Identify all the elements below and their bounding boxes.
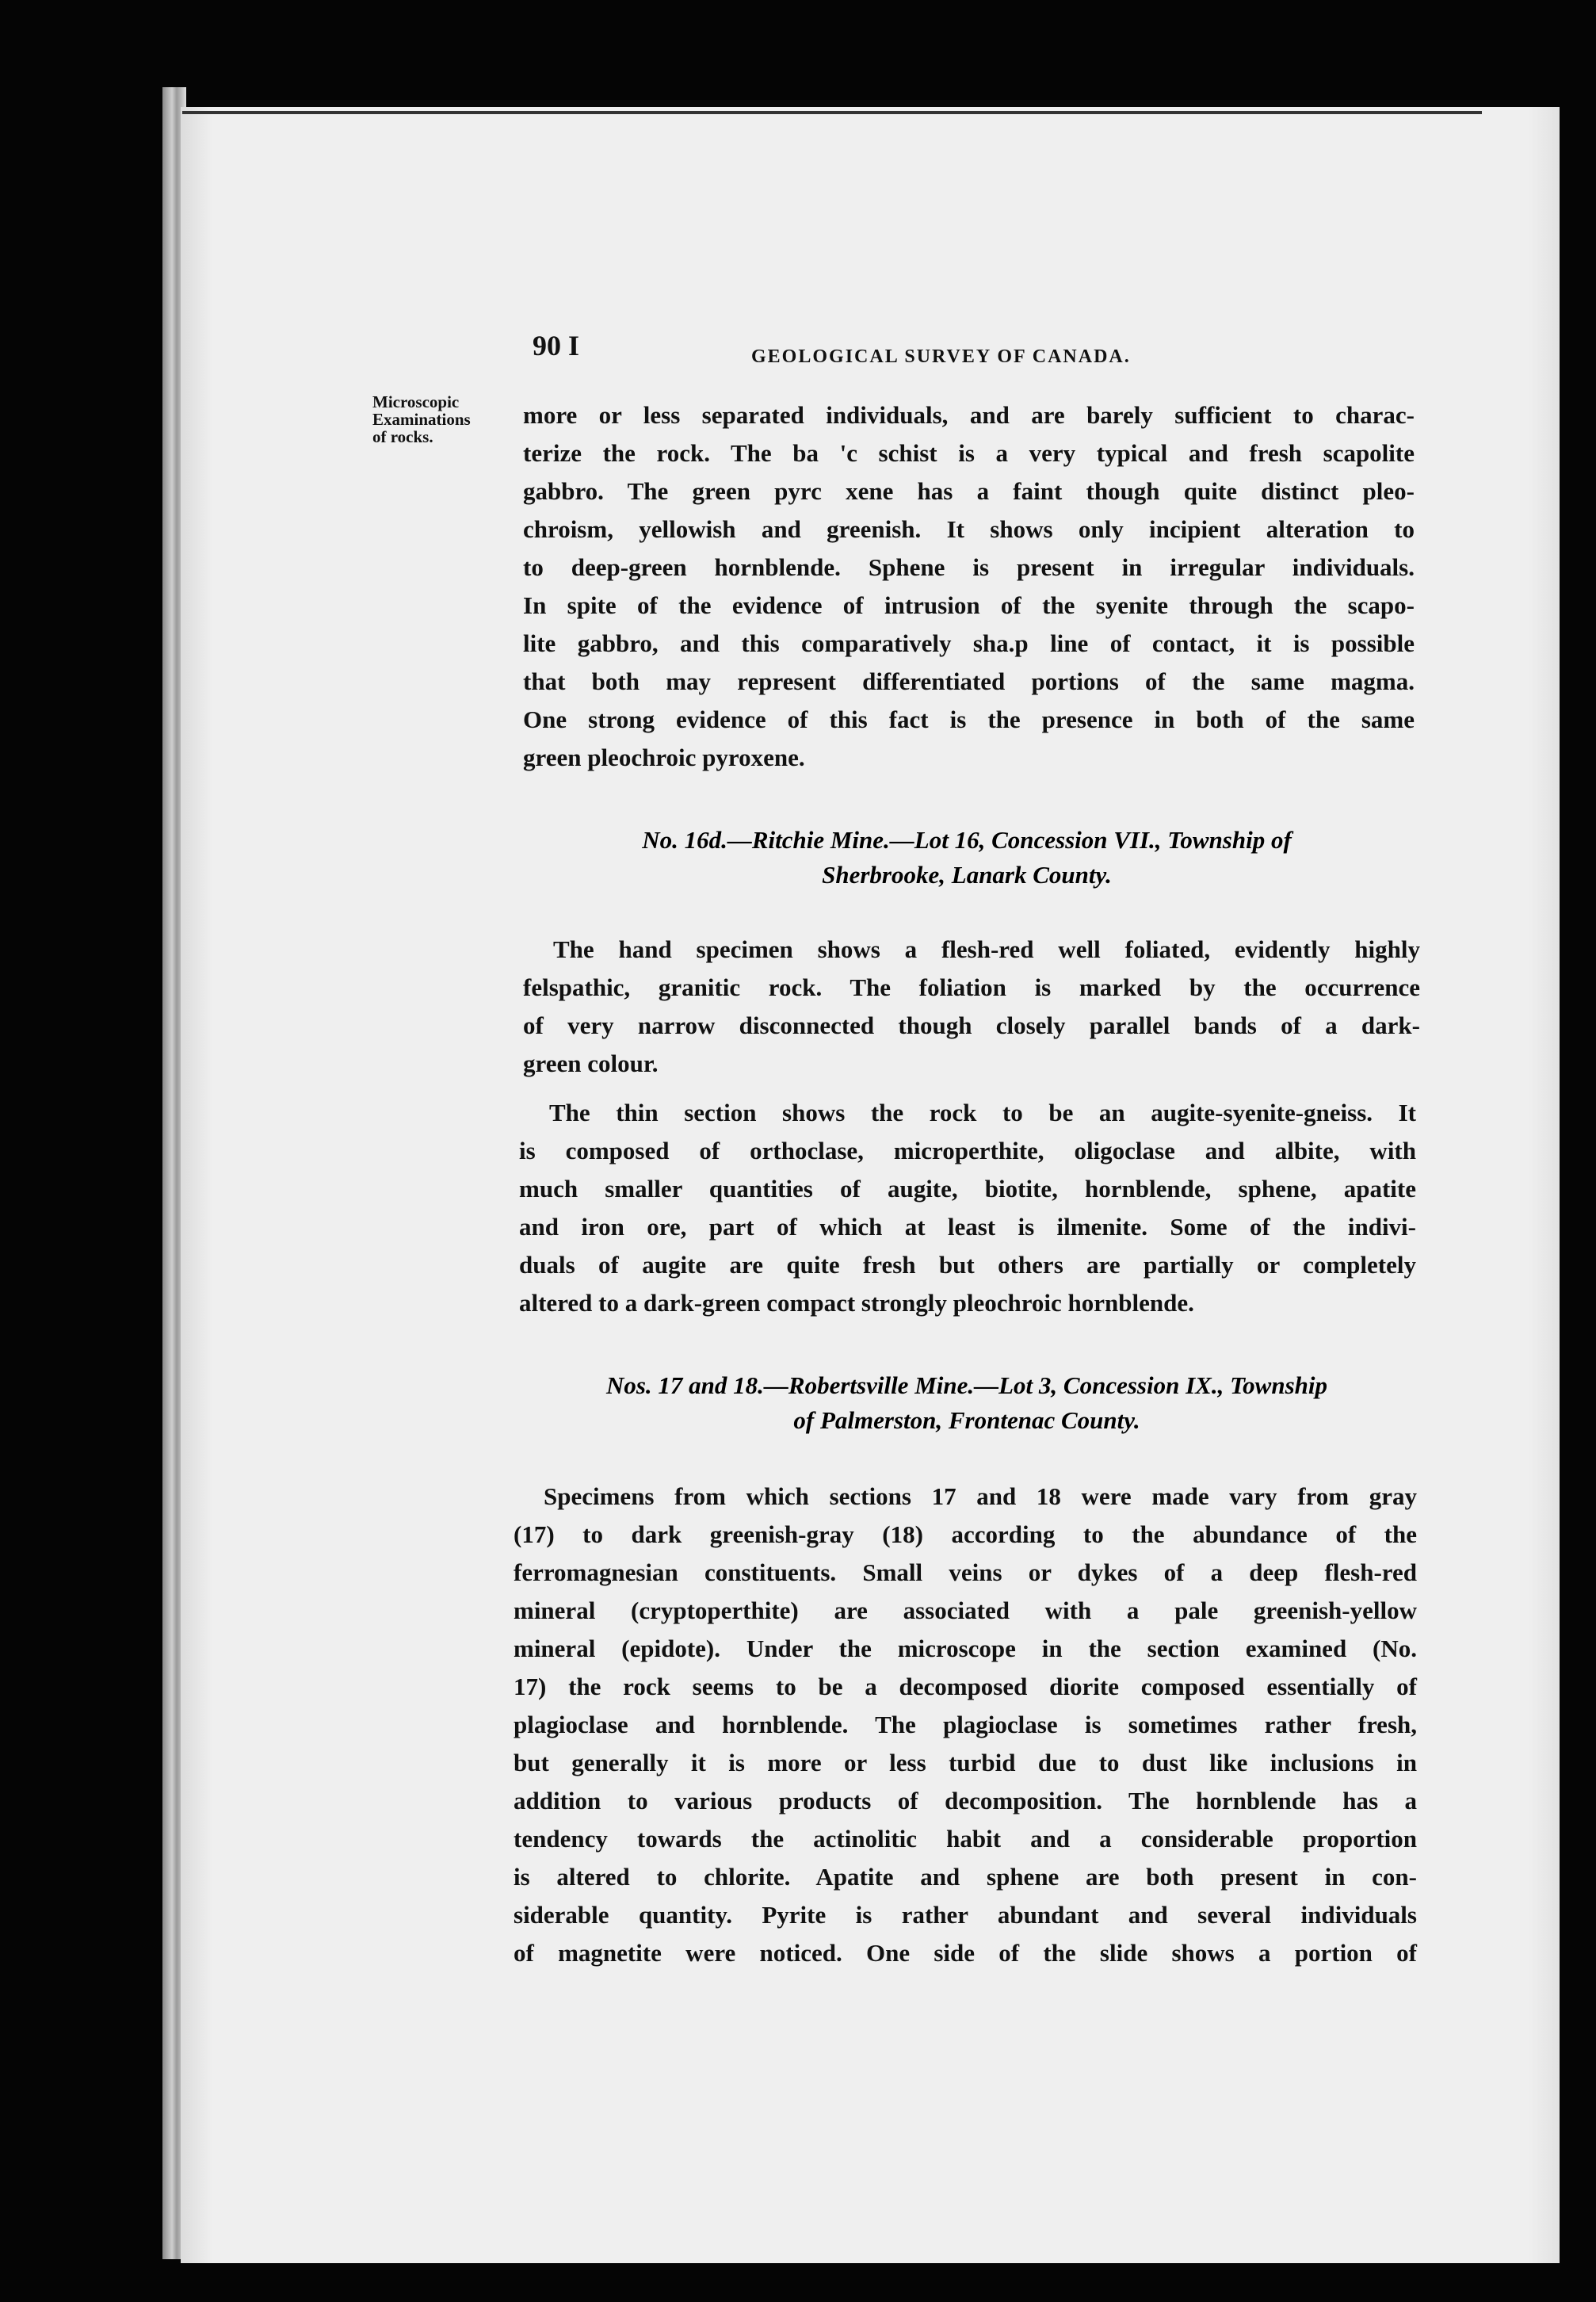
margin-note-line: Examinations xyxy=(372,410,471,429)
section-heading-16d xyxy=(507,823,1426,893)
text-line: duals of augite are quite fresh but others are partially or completely xyxy=(519,1251,1416,1279)
text-line: of very narrow disconnected though closely parallel bands of a dark- xyxy=(523,1011,1420,1039)
page-top-edge xyxy=(182,111,1482,114)
text-line: but generally it is more or less turbid due to dust like inclusions in xyxy=(514,1749,1417,1776)
text-line: felspathic, granitic rock. The foliation is marked by the occurrence xyxy=(523,973,1420,1001)
text-line: The thin section shows the rock to be an augite-syenite-gneiss. It xyxy=(549,1099,1416,1126)
text-line: Specimens from which sections 17 and 18 were made vary from gray xyxy=(544,1482,1417,1510)
page-number: 90 I xyxy=(533,330,580,361)
text-line: ferromagnesian constituents. Small veins or dykes of a deep flesh-red xyxy=(514,1558,1417,1586)
text-line: green pleochroic pyroxene. xyxy=(523,744,805,771)
text-line: In spite of the evidence of intrusion of the syenite through the scapo- xyxy=(523,591,1415,619)
text-line: (17) to dark greenish-gray (18) according to the abundance of the xyxy=(514,1520,1417,1548)
text-line: to deep-green hornblende. Sphene is present in irregular individuals. xyxy=(523,553,1415,581)
paragraph-continued xyxy=(523,396,1415,777)
text-line: siderable quantity. Pyrite is rather abundant and several individuals xyxy=(514,1901,1417,1929)
text-line: 17) the rock seems to be a decomposed diorite composed essentially of xyxy=(514,1673,1417,1700)
text-line: green colour. xyxy=(523,1050,659,1077)
paragraph-hand-specimen xyxy=(523,931,1420,1083)
text-line: of magnetite were noticed. One side of the slide shows a portion of xyxy=(514,1939,1417,1967)
text-line: more or less separated individuals, and are barely sufficient to charac- xyxy=(523,401,1415,429)
margin-note-line: Microscopic xyxy=(372,392,460,411)
text-line: mineral (cryptoperthite) are associated with a pale greenish-yellow xyxy=(514,1596,1417,1624)
margin-note-line: of rocks. xyxy=(372,427,433,446)
text-line: terize the rock. The ba 'c schist is a very typical and fresh scapolite xyxy=(523,439,1415,467)
heading-line: Nos. 17 and 18.—Robertsville Mine.—Lot 3, Concession IX., Township xyxy=(605,1371,1328,1399)
text-line: tendency towards the actinolitic habit and a considerable proportion xyxy=(514,1825,1417,1853)
text-line: plagioclase and hornblende. The plagioclase is sometimes rather fresh, xyxy=(514,1711,1417,1738)
paragraph-specimens xyxy=(514,1478,1417,1972)
text-line: is composed of orthoclase, microperthite, oligoclase and albite, with xyxy=(519,1137,1416,1164)
paragraph-thin-section xyxy=(519,1094,1416,1322)
margin-note xyxy=(372,393,531,445)
heading-line: of Palmerston, Frontenac County. xyxy=(793,1406,1140,1434)
heading-line: No. 16d.—Ritchie Mine.—Lot 16, Concession VII., Township of xyxy=(642,826,1292,854)
text-line: and iron ore, part of which at least is ilmenite. Some of the indivi- xyxy=(519,1213,1416,1241)
text-line: altered to a dark-green compact strongly pleochroic hornblende. xyxy=(519,1289,1194,1317)
text-line: addition to various products of decomposition. The hornblende has a xyxy=(514,1787,1417,1814)
text-line: lite gabbro, and this comparatively sha.p line of contact, it is possible xyxy=(523,629,1415,657)
heading-line: Sherbrooke, Lanark County. xyxy=(822,861,1112,889)
text-line: gabbro. The green pyrc xene has a faint though quite distinct pleo- xyxy=(523,477,1415,505)
section-heading-17-18 xyxy=(507,1368,1426,1438)
text-line: much smaller quantities of augite, biotite, hornblende, sphene, apatite xyxy=(519,1175,1416,1203)
text-line: mineral (epidote). Under the microscope in the section examined (No. xyxy=(514,1635,1417,1662)
text-line: that both may represent differentiated portions of the same magma. xyxy=(523,667,1415,695)
text-line: The hand specimen shows a flesh-red well foliated, evidently highly xyxy=(553,935,1420,963)
text-line: One strong evidence of this fact is the presence in both of the same xyxy=(523,706,1415,733)
text-line: chroism, yellowish and greenish. It shows only incipient alteration to xyxy=(523,515,1415,543)
text-line: is altered to chlorite. Apatite and sphene are both present in con- xyxy=(514,1863,1417,1891)
running-head: GEOLOGICAL SURVEY OF CANADA. xyxy=(751,346,1131,367)
